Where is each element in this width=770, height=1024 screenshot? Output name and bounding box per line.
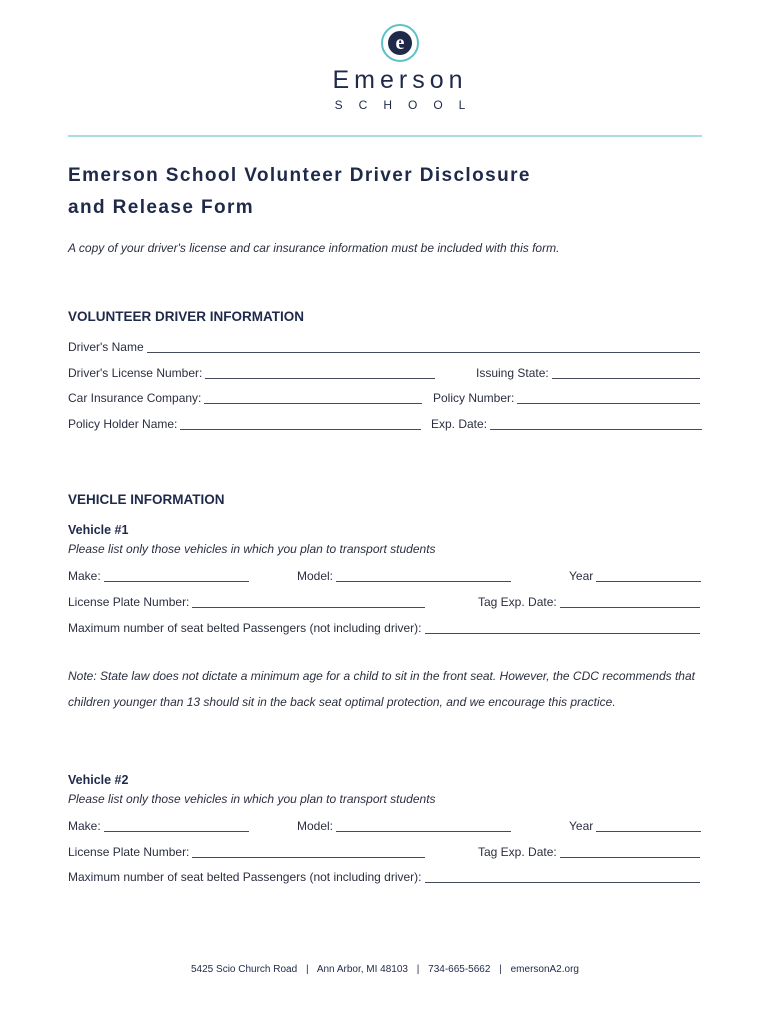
vehicle-2-year-input[interactable] xyxy=(596,819,701,832)
footer-phone: 734-665-5662 xyxy=(428,964,491,975)
vehicle-2-model-field[interactable] xyxy=(297,817,511,833)
vehicle-1-tag-exp-label: Tag Exp. Date: xyxy=(478,595,557,609)
license-number-label: Driver's License Number: xyxy=(68,366,203,380)
footer-website[interactable]: emersonA2.org xyxy=(510,964,579,975)
policy-holder-input[interactable] xyxy=(180,417,421,430)
form-instructions: A copy of your driver's license and car insurance information must be included with this form. xyxy=(68,241,560,255)
drivers-name-label: Driver's Name xyxy=(68,340,144,354)
vehicle-2-year-label: Year xyxy=(569,819,594,833)
policy-number-field[interactable] xyxy=(433,389,700,405)
policy-number-label: Policy Number: xyxy=(433,391,515,405)
vehicle-2-passengers-field[interactable] xyxy=(68,868,700,884)
header-divider xyxy=(68,135,702,137)
form-title-line-1: Emerson School Volunteer Driver Disclosure xyxy=(68,165,531,186)
vehicle-2-heading: Vehicle #2 xyxy=(68,773,129,787)
vehicle-2-model-label: Model: xyxy=(297,819,334,833)
vehicle-1-make-label: Make: xyxy=(68,569,101,583)
insurance-company-field[interactable] xyxy=(68,389,422,405)
vehicle-2-make-label: Make: xyxy=(68,819,101,833)
vehicle-1-plate-field[interactable] xyxy=(68,593,425,609)
license-number-input[interactable] xyxy=(205,366,435,379)
vehicle-2-tag-exp-field[interactable] xyxy=(478,843,700,859)
policy-holder-field[interactable] xyxy=(68,415,421,431)
vehicle-1-model-input[interactable] xyxy=(336,569,511,582)
drivers-name-input[interactable] xyxy=(147,340,700,353)
vehicle-1-year-input[interactable] xyxy=(596,569,701,582)
vehicle-2-model-input[interactable] xyxy=(336,819,511,832)
footer-separator: | xyxy=(305,964,309,975)
vehicle-1-heading: Vehicle #1 xyxy=(68,523,129,537)
issuing-state-input[interactable] xyxy=(552,366,700,379)
footer-separator: | xyxy=(416,964,420,975)
vehicle-1-instruction: Please list only those vehicles in which you plan to transport students xyxy=(68,542,436,556)
vehicle-2-passengers-input[interactable] xyxy=(425,870,701,883)
vehicle-1-year-label: Year xyxy=(569,569,594,583)
vehicle-1-make-field[interactable] xyxy=(68,567,249,583)
logo-mark: e xyxy=(388,31,412,55)
logo-name: Emerson xyxy=(332,66,468,94)
issuing-state-field[interactable] xyxy=(476,364,700,380)
drivers-name-field[interactable] xyxy=(68,338,700,354)
vehicle-1-make-input[interactable] xyxy=(104,569,249,582)
license-number-field[interactable] xyxy=(68,364,435,380)
vehicle-1-year-field[interactable] xyxy=(569,567,701,583)
vehicle-1-plate-input[interactable] xyxy=(192,595,425,608)
footer xyxy=(0,964,770,975)
vehicle-2-instruction: Please list only those vehicles in which you plan to transport students xyxy=(68,792,436,806)
vehicle-1-tag-exp-input[interactable] xyxy=(560,595,700,608)
vehicle-2-tag-exp-label: Tag Exp. Date: xyxy=(478,845,557,859)
school-logo-icon xyxy=(381,24,419,62)
vehicle-2-plate-label: License Plate Number: xyxy=(68,845,190,859)
exp-date-label: Exp. Date: xyxy=(431,417,488,431)
vehicle-2-make-field[interactable] xyxy=(68,817,249,833)
front-seat-note: Note: State law does not dictate a minimum age for a child to sit in the front seat. However, the CDC recommends that children younger than 13 should sit in the back seat optimal protection, and we encourage this practice. xyxy=(68,669,695,709)
insurance-company-input[interactable] xyxy=(204,391,422,404)
vehicle-2-plate-input[interactable] xyxy=(192,845,425,858)
vehicle-1-model-field[interactable] xyxy=(297,567,511,583)
insurance-company-label: Car Insurance Company: xyxy=(68,391,202,405)
vehicle-1-tag-exp-field[interactable] xyxy=(478,593,700,609)
vehicle-1-plate-label: License Plate Number: xyxy=(68,595,190,609)
form-title-line-2: and Release Form xyxy=(68,197,255,218)
policy-holder-label: Policy Holder Name: xyxy=(68,417,178,431)
footer-city: Ann Arbor, MI 48103 xyxy=(316,964,408,975)
footer-separator: | xyxy=(499,964,502,975)
form-title xyxy=(68,160,668,224)
exp-date-field[interactable] xyxy=(431,415,702,431)
vehicle-section-heading: VEHICLE INFORMATION xyxy=(68,492,225,507)
vehicle-1-model-label: Model: xyxy=(297,569,334,583)
vehicle-2-tag-exp-input[interactable] xyxy=(560,845,700,858)
vehicle-2-passengers-label: Maximum number of seat belted Passengers (not including driver): xyxy=(68,870,422,884)
policy-number-input[interactable] xyxy=(517,391,700,404)
vehicle-1-passengers-input[interactable] xyxy=(425,621,701,634)
driver-section-heading: VOLUNTEER DRIVER INFORMATION xyxy=(68,309,304,324)
vehicle-1-passengers-field[interactable] xyxy=(68,619,700,635)
logo-subtitle: SCHOOL xyxy=(334,98,482,112)
vehicle-2-year-field[interactable] xyxy=(569,817,701,833)
vehicle-2-make-input[interactable] xyxy=(104,819,249,832)
vehicle-2-plate-field[interactable] xyxy=(68,843,425,859)
footer-address: 5425 Scio Church Road xyxy=(191,964,298,975)
issuing-state-label: Issuing State: xyxy=(476,366,549,380)
vehicle-1-passengers-label: Maximum number of seat belted Passengers (not including driver): xyxy=(68,621,422,635)
exp-date-input[interactable] xyxy=(490,417,702,430)
